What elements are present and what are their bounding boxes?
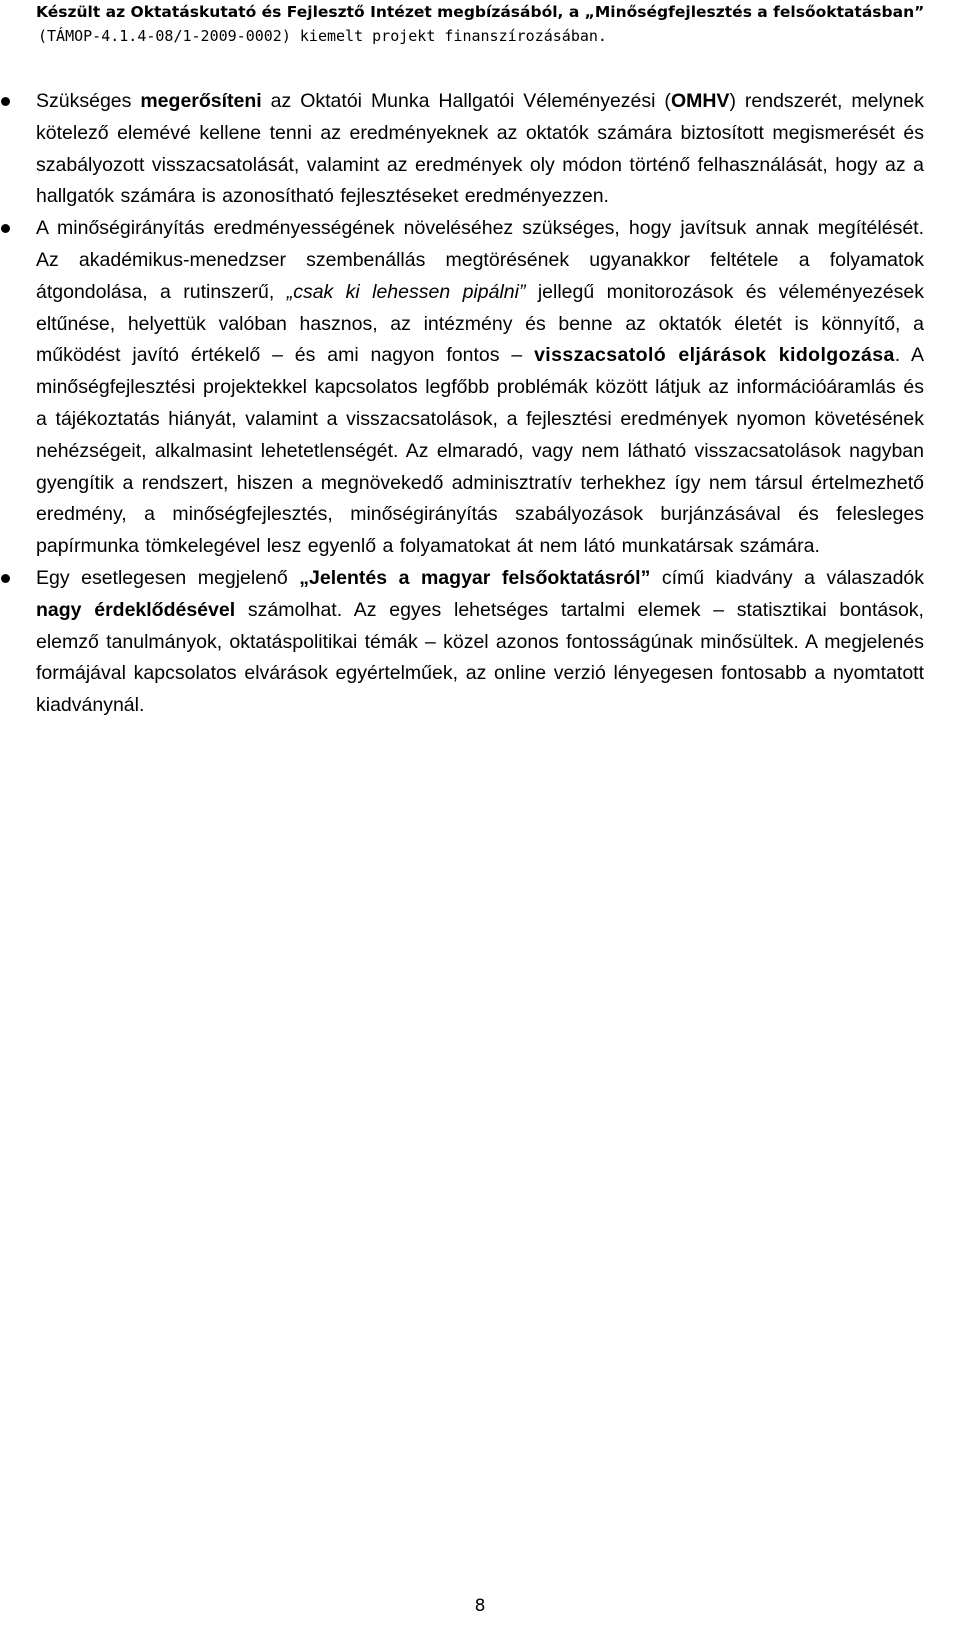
text-run: Egy esetlegesen megjelenő bbox=[36, 566, 300, 589]
document-body bbox=[36, 86, 924, 722]
list-item bbox=[36, 213, 924, 563]
italic-text: „csak ki lehessen pipálni” bbox=[286, 280, 526, 303]
page-number: 8 bbox=[474, 1596, 486, 1616]
header-project-line: (TÁMOP-4.1.4-08/1-2009-0002) kiemelt projekt finanszírozásában. bbox=[38, 27, 607, 45]
bullet-icon bbox=[1, 574, 10, 583]
text-run: számolhat. Az egyes lehetséges tartalmi elemek – statisztikai bontások, elemző tanulmányok, oktatáspolitikai témák – közel azonos fontosságúnak minősültek. A megjelenés formájával kapcsolatos elvárások egyértelműek, az online verzió lényegesen fontosabb a nyomtatott kiadványnál. bbox=[36, 598, 924, 717]
list-item bbox=[36, 563, 924, 722]
recommendation-list bbox=[36, 86, 924, 722]
text-run: A minőségirányítás eredményességének növeléséhez szükséges, hogy javítsuk annak megítélését. Az akadémikus-menedzser szembenállás megtörésének ugyanakkor feltétele a folyamatok átgondolása, a rutinszerű, bbox=[36, 217, 924, 303]
bullet-icon bbox=[1, 224, 10, 233]
text-run: . A minőségfejlesztési projektekkel kapcsolatos legfőbb problémák között látjuk az információáramlás és a tájékoztatás hiányát, valamint a visszacsatolások, a fejlesztési eredmények nyomon követésének nehézségeit, alkalmasint lehetetlenségét. Az elmaradó, vagy nem látható visszacsatolások nagyban gyengítik a rendszert, hiszen a megnövekedő adminisztratív terhekhez így nem társul értelmezhető eredmény, a minőségfejlesztés, minőségirányítás szabályozások burjánzásával és felesleges papírmunka tömkelegével lesz egyenlő a folyamatokat át nem látó munkatársak számára. bbox=[36, 344, 924, 558]
bold-text: visszacsatoló eljárások kidolgozása bbox=[534, 344, 895, 367]
text-run: jellegű monitorozások és véleményezések eltűnése, helyettük valóban hasznos, az intézmény és benne az oktatók életét is könnyítő, a működést javító értékelő – és ami nagyon fontos – bbox=[36, 280, 924, 367]
text-run: Szükséges bbox=[36, 90, 141, 112]
bold-text: OMHV bbox=[670, 90, 730, 112]
bold-text: „Jelentés a magyar felsőoktatásról” bbox=[299, 566, 651, 589]
list-item bbox=[36, 86, 924, 213]
bullet-icon bbox=[1, 97, 10, 106]
bold-text: nagy érdeklődésével bbox=[36, 598, 236, 621]
text-run: ) rendszerét, melynek kötelező elemévé kellene tenni az eredményeknek az oktatók számára biztosított megismerését és szabályozott visszacsatolását, valamint az eredmények oly módon történő felhasználását, hogy az a hallgatók számára is azonosítható fejlesztéseket eredményezzen. bbox=[36, 90, 924, 208]
header-funding-line: Készült az Oktatáskutató és Fejlesztő Intézet megbízásából, a „Minőségfejlesztés a felsőoktatásban” bbox=[36, 3, 925, 21]
text-run: az Oktatói Munka Hallgatói Véleményezési ( bbox=[261, 90, 671, 112]
bold-text: megerősíteni bbox=[140, 90, 262, 112]
text-run: című kiadvány a válaszadók bbox=[650, 566, 925, 589]
page-header bbox=[36, 0, 936, 48]
